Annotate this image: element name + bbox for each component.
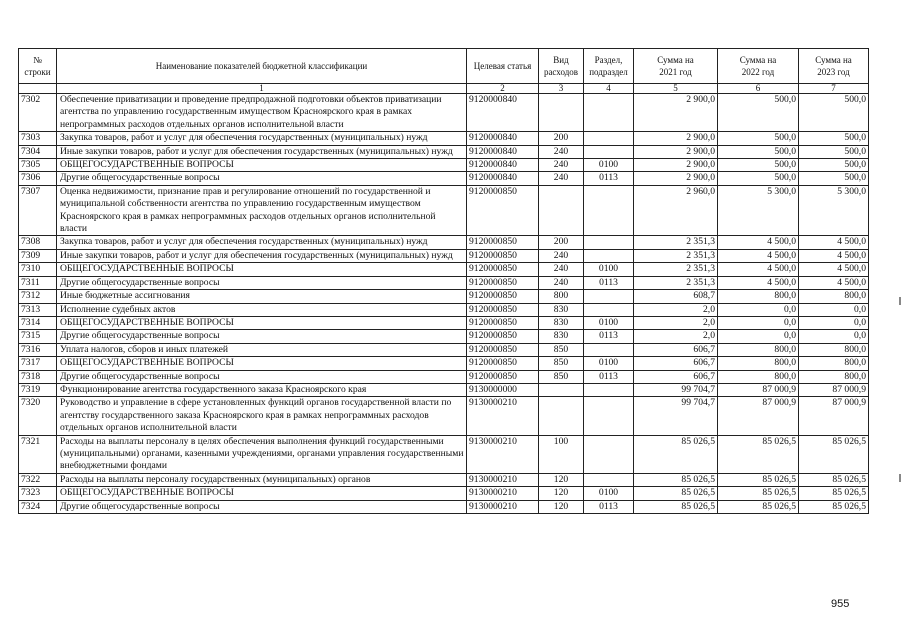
row-sum-2023: 85 026,5 — [799, 473, 869, 486]
header-name: Наименование показателей бюджетной классификации — [57, 49, 467, 84]
header-sum-2022: Сумма на 2022 год — [718, 49, 799, 84]
row-expense-type: 100 — [539, 435, 584, 473]
row-sum-2023: 800,0 — [799, 370, 869, 383]
row-sum-2021: 85 026,5 — [634, 435, 718, 473]
table-row — [19, 276, 869, 289]
header-section: Раздел, подраздел — [584, 49, 634, 84]
table-row — [19, 290, 869, 303]
row-sum-2022: 85 026,5 — [718, 487, 799, 500]
header-sum-2023: Сумма на 2023 год — [799, 49, 869, 84]
row-sum-2021: 2,0 — [634, 303, 718, 316]
row-section — [584, 473, 634, 486]
row-number: 7323 — [19, 487, 57, 500]
table-row — [19, 500, 869, 513]
row-expense-type: 830 — [539, 303, 584, 316]
table-row — [19, 330, 869, 343]
row-number: 7320 — [19, 397, 57, 435]
row-section — [584, 290, 634, 303]
row-section: 0113 — [584, 276, 634, 289]
row-sum-2021: 2 351,3 — [634, 236, 718, 249]
row-sum-2022: 800,0 — [718, 290, 799, 303]
row-sum-2022: 85 026,5 — [718, 435, 799, 473]
row-sum-2022: 85 026,5 — [718, 473, 799, 486]
row-sum-2021: 2 351,3 — [634, 263, 718, 276]
row-sum-2022: 500,0 — [718, 145, 799, 158]
row-number: 7324 — [19, 500, 57, 513]
row-sum-2022: 800,0 — [718, 357, 799, 370]
row-section: 0100 — [584, 357, 634, 370]
row-expense-type: 200 — [539, 132, 584, 145]
margin-mark — [899, 474, 901, 482]
row-number: 7319 — [19, 383, 57, 396]
row-name: Другие общегосударственные вопросы — [57, 370, 467, 383]
row-name: ОБЩЕГОСУДАРСТВЕННЫЕ ВОПРОСЫ — [57, 316, 467, 329]
row-name: ОБЩЕГОСУДАРСТВЕННЫЕ ВОПРОСЫ — [57, 487, 467, 500]
row-target: 9120000850 — [467, 290, 539, 303]
column-number: 6 — [718, 84, 799, 94]
row-number: 7311 — [19, 276, 57, 289]
row-name: ОБЩЕГОСУДАРСТВЕННЫЕ ВОПРОСЫ — [57, 357, 467, 370]
row-target: 9120000850 — [467, 370, 539, 383]
row-name: Другие общегосударственные вопросы — [57, 276, 467, 289]
row-number: 7315 — [19, 330, 57, 343]
row-sum-2022: 500,0 — [718, 172, 799, 185]
row-sum-2022: 0,0 — [718, 316, 799, 329]
row-sum-2023: 500,0 — [799, 172, 869, 185]
table-row — [19, 397, 869, 435]
row-sum-2021: 99 704,7 — [634, 383, 718, 396]
header-expense-type: Вид расходов — [539, 49, 584, 84]
row-sum-2021: 2 900,0 — [634, 132, 718, 145]
table-row — [19, 249, 869, 262]
row-sum-2021: 99 704,7 — [634, 397, 718, 435]
row-section: 0100 — [584, 159, 634, 172]
row-sum-2023: 500,0 — [799, 145, 869, 158]
row-number: 7318 — [19, 370, 57, 383]
row-section — [584, 397, 634, 435]
header-row-no: № строки — [19, 49, 57, 84]
row-expense-type: 120 — [539, 473, 584, 486]
column-number: 2 — [467, 84, 539, 94]
row-number: 7306 — [19, 172, 57, 185]
column-number — [19, 84, 57, 94]
row-sum-2021: 2 900,0 — [634, 94, 718, 132]
row-name: Исполнение судебных актов — [57, 303, 467, 316]
row-expense-type: 240 — [539, 263, 584, 276]
row-target: 9120000850 — [467, 249, 539, 262]
row-sum-2023: 800,0 — [799, 343, 869, 356]
row-sum-2022: 800,0 — [718, 343, 799, 356]
table-row — [19, 185, 869, 236]
row-target: 9120000840 — [467, 172, 539, 185]
table-row — [19, 316, 869, 329]
row-expense-type — [539, 185, 584, 236]
row-target: 9130000210 — [467, 473, 539, 486]
row-sum-2023: 4 500,0 — [799, 236, 869, 249]
row-target: 9120000850 — [467, 343, 539, 356]
row-sum-2023: 87 000,9 — [799, 383, 869, 396]
row-name: Оценка недвижимости, признание прав и регулирование отношений по государственной и муниципальной собственности агентства по управлению государственным имуществом Красноярского края в рамках непрограммных расходов отдельных органов исполнительной власти — [57, 185, 467, 236]
row-name: Иные бюджетные ассигнования — [57, 290, 467, 303]
row-name: Закупка товаров, работ и услуг для обеспечения государственных (муниципальных) нужд — [57, 236, 467, 249]
row-target: 9120000850 — [467, 236, 539, 249]
row-number: 7321 — [19, 435, 57, 473]
row-number: 7310 — [19, 263, 57, 276]
row-target: 9120000840 — [467, 145, 539, 158]
row-sum-2021: 2 900,0 — [634, 159, 718, 172]
row-name: ОБЩЕГОСУДАРСТВЕННЫЕ ВОПРОСЫ — [57, 263, 467, 276]
row-sum-2022: 800,0 — [718, 370, 799, 383]
row-sum-2023: 85 026,5 — [799, 487, 869, 500]
row-number: 7308 — [19, 236, 57, 249]
row-target: 9120000850 — [467, 316, 539, 329]
row-sum-2021: 606,7 — [634, 370, 718, 383]
header-sum-2021: Сумма на 2021 год — [634, 49, 718, 84]
row-sum-2022: 0,0 — [718, 303, 799, 316]
table-row — [19, 487, 869, 500]
column-number-row — [19, 84, 869, 94]
row-sum-2023: 500,0 — [799, 94, 869, 132]
row-expense-type: 240 — [539, 249, 584, 262]
row-name: Обеспечение приватизации и проведение предпродажной подготовки объектов приватизации агентства по управлению государственным имуществом Красноярского края в рамках непрограммных расходов отдельных органов исполнительной власти — [57, 94, 467, 132]
row-sum-2023: 87 000,9 — [799, 397, 869, 435]
row-target: 9120000850 — [467, 330, 539, 343]
row-sum-2021: 2 351,3 — [634, 249, 718, 262]
row-sum-2021: 608,7 — [634, 290, 718, 303]
budget-table — [18, 48, 869, 514]
row-name: Расходы на выплаты персоналу государственных (муниципальных) органов — [57, 473, 467, 486]
row-sum-2022: 500,0 — [718, 132, 799, 145]
row-name: Закупка товаров, работ и услуг для обеспечения государственных (муниципальных) нужд — [57, 132, 467, 145]
row-target: 9130000210 — [467, 435, 539, 473]
row-section — [584, 435, 634, 473]
row-sum-2021: 606,7 — [634, 357, 718, 370]
row-target: 9120000850 — [467, 185, 539, 236]
row-sum-2021: 85 026,5 — [634, 473, 718, 486]
row-number: 7305 — [19, 159, 57, 172]
table-row — [19, 172, 869, 185]
row-expense-type: 240 — [539, 276, 584, 289]
table-row — [19, 370, 869, 383]
row-name: Функционирование агентства государственного заказа Красноярского края — [57, 383, 467, 396]
row-section — [584, 303, 634, 316]
row-sum-2022: 500,0 — [718, 159, 799, 172]
row-sum-2021: 2 900,0 — [634, 172, 718, 185]
header-row — [19, 49, 869, 84]
row-number: 7312 — [19, 290, 57, 303]
row-section — [584, 383, 634, 396]
row-expense-type: 240 — [539, 159, 584, 172]
row-sum-2023: 0,0 — [799, 303, 869, 316]
row-sum-2023: 85 026,5 — [799, 435, 869, 473]
column-number: 7 — [799, 84, 869, 94]
row-section: 0113 — [584, 370, 634, 383]
row-sum-2023: 4 500,0 — [799, 263, 869, 276]
table-row — [19, 94, 869, 132]
row-sum-2023: 800,0 — [799, 290, 869, 303]
row-sum-2022: 4 500,0 — [718, 236, 799, 249]
row-number: 7309 — [19, 249, 57, 262]
row-number: 7302 — [19, 94, 57, 132]
row-expense-type: 830 — [539, 330, 584, 343]
row-name: Другие общегосударственные вопросы — [57, 500, 467, 513]
table-row — [19, 383, 869, 396]
row-name: Уплата налогов, сборов и иных платежей — [57, 343, 467, 356]
row-section — [584, 343, 634, 356]
row-sum-2021: 2 351,3 — [634, 276, 718, 289]
row-target: 9120000840 — [467, 94, 539, 132]
row-number: 7317 — [19, 357, 57, 370]
row-number: 7307 — [19, 185, 57, 236]
row-expense-type — [539, 94, 584, 132]
table-row — [19, 263, 869, 276]
column-number: 5 — [634, 84, 718, 94]
row-expense-type: 850 — [539, 343, 584, 356]
row-number: 7313 — [19, 303, 57, 316]
table-row — [19, 236, 869, 249]
table-row — [19, 159, 869, 172]
row-sum-2022: 87 000,9 — [718, 383, 799, 396]
row-sum-2021: 606,7 — [634, 343, 718, 356]
row-sum-2023: 800,0 — [799, 357, 869, 370]
row-expense-type: 200 — [539, 236, 584, 249]
row-target: 9130000000 — [467, 383, 539, 396]
row-name: Иные закупки товаров, работ и услуг для обеспечения государственных (муниципальных) нужд — [57, 249, 467, 262]
row-target: 9130000210 — [467, 500, 539, 513]
table-row — [19, 132, 869, 145]
row-target: 9120000850 — [467, 303, 539, 316]
row-sum-2022: 4 500,0 — [718, 276, 799, 289]
row-sum-2021: 85 026,5 — [634, 487, 718, 500]
row-target: 9130000210 — [467, 487, 539, 500]
row-sum-2023: 85 026,5 — [799, 500, 869, 513]
row-section — [584, 94, 634, 132]
row-number: 7303 — [19, 132, 57, 145]
column-number: 1 — [57, 84, 467, 94]
row-section — [584, 236, 634, 249]
row-sum-2022: 4 500,0 — [718, 263, 799, 276]
row-sum-2021: 2 960,0 — [634, 185, 718, 236]
row-section: 0113 — [584, 500, 634, 513]
table-body — [19, 94, 869, 514]
row-sum-2023: 4 500,0 — [799, 276, 869, 289]
row-target: 9120000850 — [467, 263, 539, 276]
table-row — [19, 435, 869, 473]
row-expense-type: 120 — [539, 500, 584, 513]
row-sum-2021: 2 900,0 — [634, 145, 718, 158]
row-number: 7316 — [19, 343, 57, 356]
row-name: Расходы на выплаты персоналу в целях обеспечения выполнения функций государственными (муниципальными) органами, казенными учреждениями, органами управления государственными внебюджетными фондами — [57, 435, 467, 473]
row-expense-type: 120 — [539, 487, 584, 500]
row-target: 9130000210 — [467, 397, 539, 435]
row-sum-2021: 2,0 — [634, 316, 718, 329]
row-target: 9120000840 — [467, 132, 539, 145]
row-name: Иные закупки товаров, работ и услуг для обеспечения государственных (муниципальных) нужд — [57, 145, 467, 158]
header-target: Целевая статья — [467, 49, 539, 84]
row-target: 9120000850 — [467, 276, 539, 289]
row-name: ОБЩЕГОСУДАРСТВЕННЫЕ ВОПРОСЫ — [57, 159, 467, 172]
row-expense-type — [539, 397, 584, 435]
row-section — [584, 249, 634, 262]
row-sum-2023: 500,0 — [799, 132, 869, 145]
row-number: 7322 — [19, 473, 57, 486]
row-sum-2022: 0,0 — [718, 330, 799, 343]
row-expense-type: 240 — [539, 172, 584, 185]
row-sum-2022: 87 000,9 — [718, 397, 799, 435]
row-section: 0100 — [584, 316, 634, 329]
margin-mark — [899, 297, 901, 305]
row-sum-2023: 0,0 — [799, 316, 869, 329]
row-sum-2023: 500,0 — [799, 159, 869, 172]
row-expense-type: 830 — [539, 316, 584, 329]
row-section: 0113 — [584, 172, 634, 185]
row-sum-2023: 5 300,0 — [799, 185, 869, 236]
row-target: 9120000850 — [467, 357, 539, 370]
column-number: 4 — [584, 84, 634, 94]
row-section — [584, 185, 634, 236]
table-row — [19, 473, 869, 486]
row-section: 0100 — [584, 487, 634, 500]
row-section — [584, 132, 634, 145]
row-sum-2022: 4 500,0 — [718, 249, 799, 262]
row-sum-2022: 500,0 — [718, 94, 799, 132]
row-expense-type — [539, 383, 584, 396]
row-name: Руководство и управление в сфере установленных функций органов государственной власти по агентству государственного заказа Красноярского края в рамках непрограммных расходов отдельных органов исполнительной власти — [57, 397, 467, 435]
table-row — [19, 145, 869, 158]
column-number: 3 — [539, 84, 584, 94]
row-sum-2021: 85 026,5 — [634, 500, 718, 513]
table-row — [19, 343, 869, 356]
row-expense-type: 850 — [539, 370, 584, 383]
table-row — [19, 303, 869, 316]
row-expense-type: 800 — [539, 290, 584, 303]
row-name: Другие общегосударственные вопросы — [57, 330, 467, 343]
row-sum-2023: 0,0 — [799, 330, 869, 343]
row-section: 0100 — [584, 263, 634, 276]
row-target: 9120000840 — [467, 159, 539, 172]
table-row — [19, 357, 869, 370]
row-sum-2023: 4 500,0 — [799, 249, 869, 262]
row-sum-2021: 2,0 — [634, 330, 718, 343]
row-expense-type: 850 — [539, 357, 584, 370]
row-expense-type: 240 — [539, 145, 584, 158]
row-name: Другие общегосударственные вопросы — [57, 172, 467, 185]
page-number: 955 — [831, 598, 850, 610]
row-number: 7314 — [19, 316, 57, 329]
row-sum-2022: 5 300,0 — [718, 185, 799, 236]
row-sum-2022: 85 026,5 — [718, 500, 799, 513]
row-section — [584, 145, 634, 158]
row-section: 0113 — [584, 330, 634, 343]
row-number: 7304 — [19, 145, 57, 158]
